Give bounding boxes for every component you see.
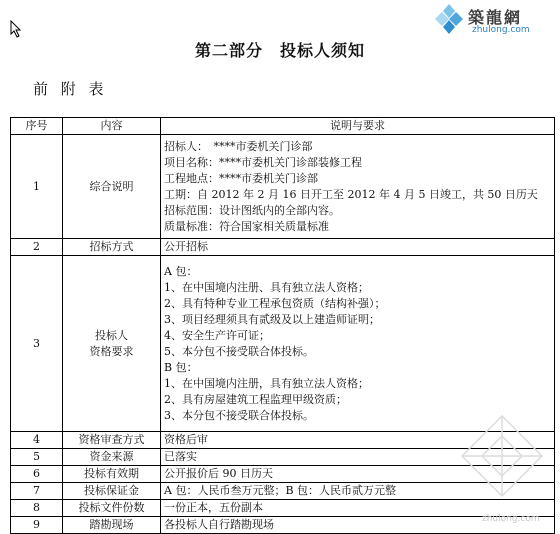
table-row	[11, 239, 555, 256]
row-number: 2	[11, 239, 63, 256]
mouse-cursor-icon	[10, 20, 22, 38]
row-item: 投标有效期	[63, 466, 161, 483]
row-number: 8	[11, 500, 63, 517]
description-line: 项目名称：****市委机关门诊部装修工程	[164, 155, 362, 169]
description-line: 公开报价后 90 日历天	[164, 467, 273, 480]
description-line: 招标人： ****市委机关门诊部	[164, 139, 313, 153]
description-line: 2、具有特种专业工程承包资质（结构补强）；	[164, 296, 386, 310]
row-number: 6	[11, 466, 63, 483]
row-item: 招标方式	[63, 239, 161, 256]
row-item: 综合说明	[63, 135, 161, 239]
table-row	[11, 135, 555, 239]
column-header: 序号	[11, 118, 63, 135]
logo-url: zhulong.com	[472, 25, 530, 35]
description-line: 4、安全生产许可证；	[164, 328, 270, 342]
row-item: 资格审查方式	[63, 432, 161, 449]
row-item: 踏勘现场	[63, 517, 161, 534]
watermark-url: zhulong.com	[482, 514, 540, 524]
zhulong-logo-icon	[432, 2, 466, 36]
description-line: 质量标准：符合国家相关质量标准	[164, 219, 329, 233]
description-line: 已落实	[164, 450, 197, 463]
description-line: 3、本分包不接受联合体投标。	[164, 408, 314, 422]
page-subtitle: 前 附 表	[33, 80, 108, 98]
row-item: 投标人 资格要求	[63, 256, 161, 432]
page-title: 第二部分 投标人须知	[194, 41, 365, 60]
row-number: 4	[11, 432, 63, 449]
row-item: 资金来源	[63, 449, 161, 466]
row-number: 9	[11, 517, 63, 534]
row-number: 1	[11, 135, 63, 239]
row-number: 3	[11, 256, 63, 432]
description-line: 3、项目经理须具有贰级及以上建造师证明；	[164, 312, 380, 326]
description-line: 工期：自 2012 年 2 月 16 日开工至 2012 年 4 月 5 日竣工，共 50 日历天	[164, 187, 538, 201]
description-line: 1、在中国境内注册，具有独立法人资格；	[164, 376, 369, 390]
row-number: 7	[11, 483, 63, 500]
row-item: 投标保证金	[63, 483, 161, 500]
zhulong-logo	[432, 2, 558, 42]
description-line: B 包：	[164, 360, 198, 374]
row-description	[161, 135, 555, 239]
description-line: 资格后审	[164, 433, 208, 446]
description-line: 5、本分包不接受联合体投标。	[164, 344, 314, 358]
description-line: A 包：人民币叁万元整；B 包：人民币贰万元整	[164, 484, 397, 497]
row-number: 5	[11, 449, 63, 466]
row-item: 投标文件份数	[63, 500, 161, 517]
description-line: 一份正本，五份副本	[164, 501, 263, 514]
description-line: 2、具有房屋建筑工程监理甲级资质；	[164, 392, 347, 406]
column-header: 内容	[63, 118, 161, 135]
table-header-row	[11, 118, 555, 135]
description-line: 1、在中国境内注册、具有独立法人资格；	[164, 280, 369, 294]
description-line: 各投标人自行踏勘现场	[164, 518, 274, 531]
column-header: 说明与要求	[161, 118, 555, 135]
description-line: 招标范围：设计图纸内的全部内容。	[164, 203, 340, 217]
description-line: 公开招标	[164, 240, 208, 253]
logo-name: 築龍網	[468, 8, 523, 27]
row-description	[161, 239, 555, 256]
description-line: A 包：	[164, 264, 198, 278]
description-line: 工程地点：****市委机关门诊部	[164, 171, 318, 185]
